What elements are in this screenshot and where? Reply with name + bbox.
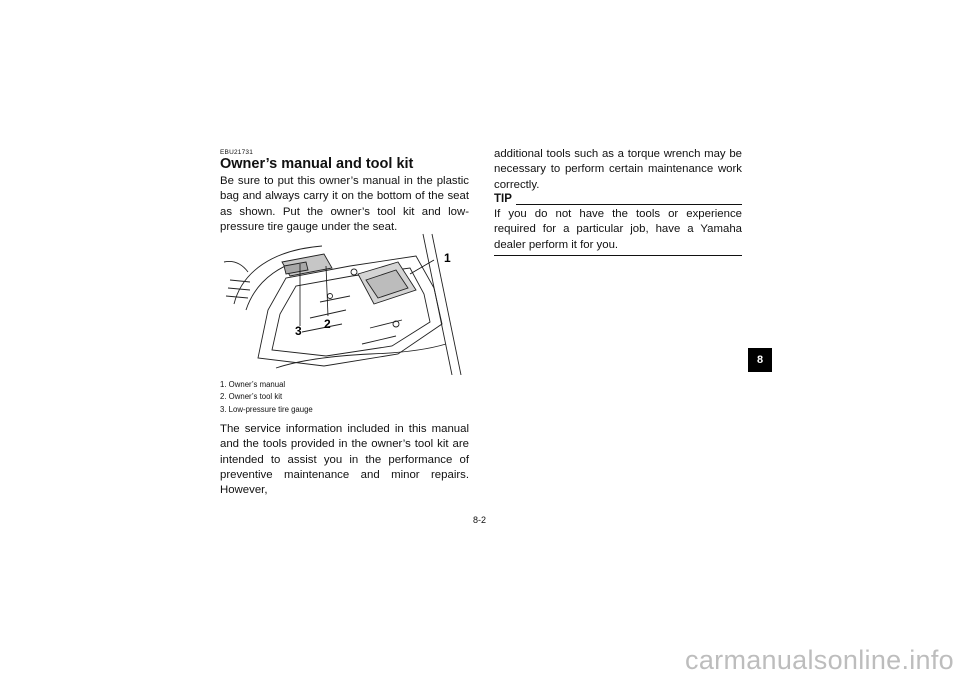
leader-line-2 [326,266,328,316]
tip-text: If you do not have the tools or experience required for a particular job, have a Yamaha dealer perform it for you. [494,208,742,251]
callout-2: 2 [324,317,331,331]
watermark: carmanualsonline.info [685,645,954,675]
service-paragraph: The service information included in this manual and the tools provided in the owner’s tool kit are intended to assist you in the performance of preventive maintenance and minor repairs. However, [220,423,469,497]
seat-bolt [328,294,333,299]
tip-label: TIP [494,193,515,205]
section-title: Owner’s manual and tool kit [220,156,414,172]
caption-item: 1. Owner’s manual [220,380,286,389]
seat-underside-illustration [220,232,470,375]
service-paragraph-continued: additional tools such as a torque wrench may be necessary to perform certain maintenance work correctly. [494,148,742,191]
seat-ribs [302,296,402,344]
tip-header [494,193,742,207]
tip-end-rule [494,255,742,256]
caption-item: 3. Low-pressure tire gauge [220,404,313,414]
section-code: EBU21731 [220,149,254,156]
tip-rule [516,204,742,205]
caption-item: 2. Owner’s tool kit [220,392,283,402]
seat-front-lip [276,344,446,368]
fender-tip [224,261,248,272]
callout-1: 1 [444,251,451,265]
figure-captions [220,379,313,416]
seat-bolt [351,269,357,275]
seat-drawing [220,232,470,375]
chapter-tab: 8 [748,348,772,372]
fender-curve [234,246,322,304]
page-number: 8-2 [473,515,487,525]
intro-paragraph: Be sure to put this owner’s manual in the plastic bag and always carry it on the bottom of the seat as shown. Put the owner’s tool kit and low-pressure tire gauge under the seat. [220,175,469,233]
callout-3: 3 [295,324,302,338]
left-lines [226,280,250,298]
